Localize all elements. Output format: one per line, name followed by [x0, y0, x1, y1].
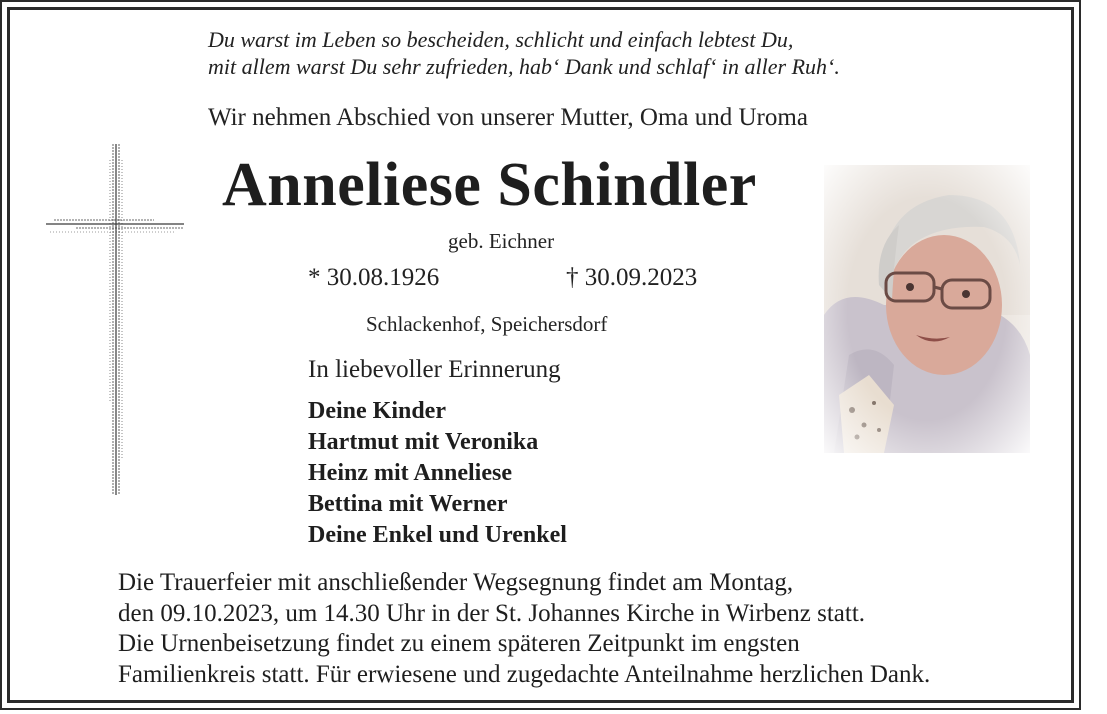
notice-line: Die Urnenbeisetzung findet zu einem späteren Zeitpunkt im engsten — [118, 630, 800, 657]
cross-icon — [36, 140, 196, 500]
deceased-name: Anneliese Schindler — [222, 151, 757, 219]
mourner-item: Hartmut mit Veronika — [308, 429, 539, 455]
mourner-item: Heinz mit Anneliese — [308, 460, 512, 486]
notice-line: Die Trauerfeier mit anschließender Wegsegnung findet am Montag, — [118, 569, 794, 596]
mourners-list — [308, 396, 567, 551]
portrait-photo — [824, 165, 1030, 453]
mourner-item: Deine Kinder — [308, 398, 446, 424]
birth-date: * 30.08.1926 — [308, 264, 440, 291]
verse-line-2: mit allem warst Du sehr zufrieden, hab‘ Dank und schlaf‘ in aller Ruh‘. — [208, 54, 840, 79]
memory-line: In liebevoller Erinnerung — [308, 356, 561, 383]
place-of-residence: Schlackenhof, Speichersdorf — [366, 312, 608, 336]
verse-line-1: Du warst im Leben so bescheiden, schlicht und einfach lebtest Du, — [208, 27, 794, 52]
funeral-notice — [118, 568, 930, 690]
notice-line: Familienkreis statt. Für erwiesene und zugedachte Anteilnahme herzlichen Dank. — [118, 660, 931, 688]
mourner-item: Bettina mit Werner — [308, 491, 508, 517]
intro-text: Wir nehmen Abschied von unserer Mutter, Oma und Uroma — [208, 104, 808, 131]
birth-name: geb. Eichner — [448, 229, 555, 253]
mourner-item: Deine Enkel und Urenkel — [308, 522, 567, 548]
notice-line: den 09.10.2023, um 14.30 Uhr in der St. Johannes Kirche in Wirbenz statt. — [118, 599, 866, 627]
death-date: † 30.09.2023 — [566, 264, 698, 291]
verse — [208, 26, 840, 80]
